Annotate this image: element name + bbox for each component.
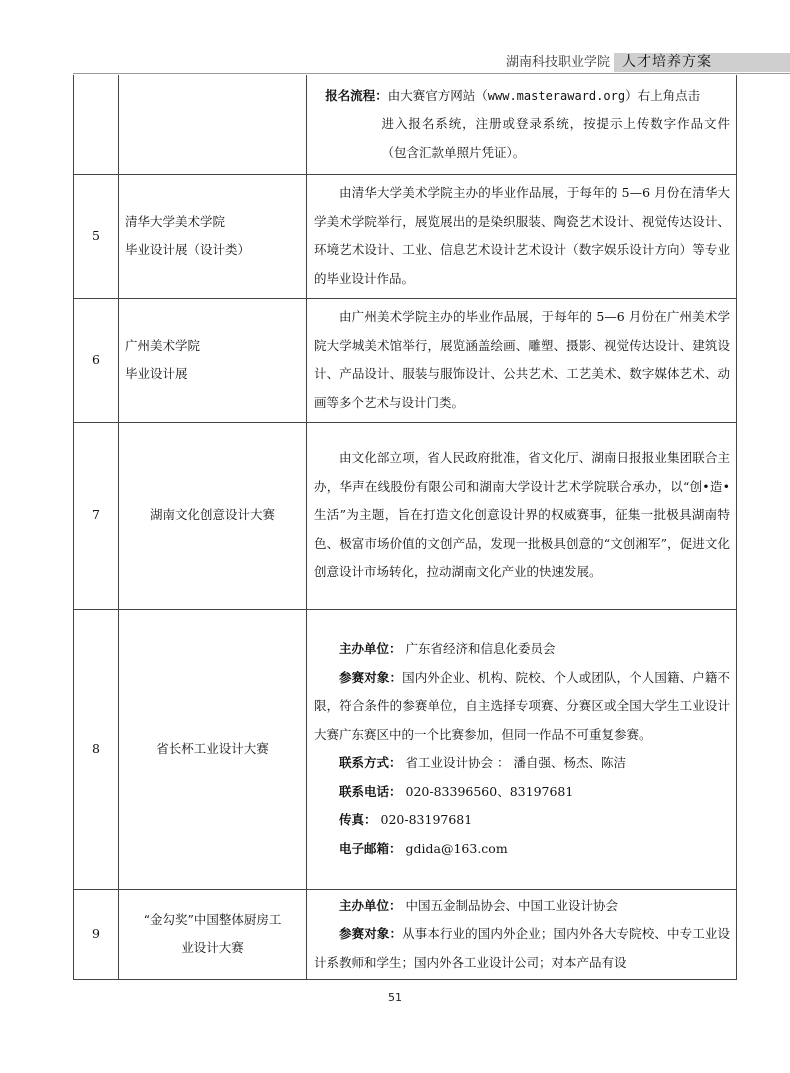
participants-line: [314, 920, 730, 977]
organizer-label: 主办单位：: [339, 897, 402, 913]
email-label: 电子邮箱：: [339, 840, 402, 856]
participants-value: 国内外企业、机构、院校、个人或团队，个人国籍、户籍不限，符合条件的参赛单位，自主选择专项赛、分赛区或全国大学生工业设计大赛广东赛区中的一个比赛参加，但同一作品不可重复参赛。: [314, 669, 730, 742]
row-name-line: 毕业设计展: [125, 366, 188, 381]
participants-label: 参赛对象：: [339, 926, 403, 941]
organizer-label: 主办单位：: [339, 641, 402, 656]
email-line: [314, 835, 730, 864]
phone-label: 联系电话：: [339, 783, 402, 799]
school-name: 湖南科技职业学院: [505, 55, 610, 70]
header-title: 人才培养方案: [622, 54, 712, 70]
phone-line: [314, 778, 730, 807]
description-text: 由文化部立项，省人民政府批准，省文化厅、湖南日报报业集团联合主办，华声在线股份有限公司和湖南大学设计艺术学院联合承办，以“创•造•生活”为主题，旨在打造文化创意设计界的权威赛事，征集一批极具湖南特色、极富市场价值的文创产品，发现一批极具创意的“文创湘军”，促进文化创意设计市场转化，拉动湖南文化产业的快速发展。: [314, 450, 730, 580]
row-name-line: 毕业设计展（设计类）: [125, 242, 251, 257]
row-description: [307, 609, 737, 889]
table-row: [74, 298, 737, 422]
registration-text-head: 由大赛官方网站（www.masteraward.org）右上角点击: [387, 87, 701, 103]
description-text: 由清华大学美术学院主办的毕业作品展，于每年的 5—6 月份在清华大学美术学院举行，展览展出的是染织服装、陶瓷艺术设计、视觉传达设计、环境艺术设计、工业、信息艺术设计艺术设计（数字娱乐设计方向）等专业的毕业设计作品。: [314, 185, 730, 286]
row-name: [119, 422, 307, 609]
participants-label: 参赛对象：: [339, 669, 403, 685]
row-name-line: “金勾奖”中国整体厨房工: [143, 911, 282, 927]
contact-label: 联系方式：: [339, 755, 402, 770]
organizer-line: [314, 892, 730, 921]
table-row: [74, 609, 737, 889]
registration-text-tail: 进入报名系统，注册或登录系统，按提示上传数字作品文件（包含汇款单照片凭证）。: [381, 116, 730, 160]
row-name-line: 业设计大赛: [181, 940, 244, 956]
fax-label: 传真：: [339, 812, 377, 827]
fax-line: [314, 806, 730, 835]
phone-value: 020-83396560、83197681: [405, 783, 574, 799]
header-title-box: [614, 53, 790, 72]
description-text: 由广州美术学院主办的毕业作品展，于每年的 5—6 月份在广州美术学院大学城美术馆举行，展览涵盖绘画、雕塑、摄影、视觉传达设计、建筑设计、产品设计、服装与服饰设计、公共艺术、工艺美术、数字媒体艺术、动画等多个艺术与设计门类。: [314, 309, 730, 410]
organizer-value: 广东省经济和信息化委员会: [405, 641, 556, 656]
table-row: [74, 422, 737, 609]
row-number: 5: [74, 174, 119, 298]
row-number: [74, 75, 119, 174]
participants-value: 从事本行业的国内外企业；国内外各大专院校、中专工业设计系教师和学生；国内外各工业设计公司；对本产品有设: [314, 926, 730, 970]
competition-table: [73, 75, 737, 980]
row-name: [119, 75, 307, 174]
row-name: [119, 609, 307, 889]
row-description: [307, 75, 737, 174]
table-row: [74, 174, 737, 298]
table-row: [74, 889, 737, 980]
fax-value: 020-83197681: [380, 812, 473, 827]
page-number: 51: [388, 991, 402, 1004]
header-rule: [73, 73, 790, 74]
row-name: [119, 889, 307, 980]
row-description: [307, 298, 737, 422]
organizer-value: 中国五金制品协会、中国工业设计协会: [405, 897, 619, 913]
row-name: [119, 174, 307, 298]
email-value: gdida@163.com: [405, 840, 508, 856]
registration-label: 报名流程：: [325, 87, 388, 103]
participants-line: [314, 664, 730, 750]
page-header: [0, 0, 790, 72]
organizer-line: [314, 635, 730, 664]
row-number: 6: [74, 298, 119, 422]
row-number: 8: [74, 609, 119, 889]
row-number: 9: [74, 889, 119, 980]
contact-line: [314, 749, 730, 778]
contact-value: 省工业设计协会 ： 潘自强、杨杰、陈洁: [405, 755, 626, 770]
row-name-line: 广州美术学院: [125, 337, 201, 353]
row-name-line: 清华大学美术学院: [125, 213, 226, 229]
row-name-line: 湖南文化创意设计大赛: [149, 507, 275, 523]
row-description: [307, 174, 737, 298]
row-description: [307, 422, 737, 609]
row-number: 7: [74, 422, 119, 609]
row-name-line: 省长杯工业设计大赛: [156, 740, 269, 756]
row-name: [119, 298, 307, 422]
row-description: [307, 889, 737, 980]
table-row: [74, 75, 737, 174]
